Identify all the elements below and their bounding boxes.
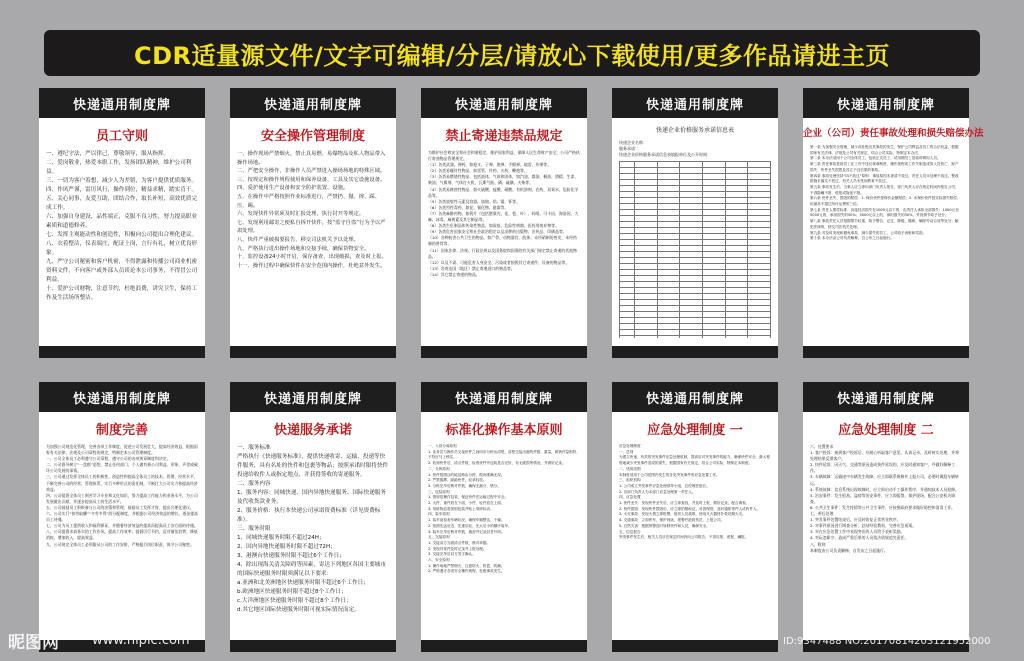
board-paragraph: 四、应急处置 bbox=[619, 495, 641, 500]
board-paragraph: 三、包装原则 bbox=[428, 489, 450, 494]
banner-text: CDR适量源文件/文字可编辑/分层/请放心下载使用/更多作品请进主页 bbox=[133, 41, 891, 70]
board-header: 快递通用制度牌 bbox=[230, 88, 396, 118]
board-paragraph: 十一、操作过程中确保快件在安全范围内操作，杜绝意外发生。 bbox=[237, 262, 386, 269]
board-paragraph: 3. 交接完毕后双方签字确认。 bbox=[428, 552, 476, 557]
board-paragraph: 第十条 本办法由公司负责解释，自公布之日起施行。 bbox=[810, 236, 894, 241]
board-paragraph: 2. 严禁抛掷、踩踏快件，轻拿轻放。 bbox=[428, 478, 487, 483]
board-paragraph: 六、处置要求 bbox=[810, 444, 834, 449]
board-paragraph: 六、公司实行“按劳取酬”“多劳多得”的分配制度，并根据公司经济效益的增长，逐步提高员工待遇。 bbox=[46, 511, 199, 523]
board-paragraph: d.其它地区国际快递服务时限可视实际情况而定。 bbox=[237, 607, 360, 613]
board-paragraph: 2. 快件延误：因天气、交通等原因造成快件延误的，应及时通知客户，并做好解释工作。 bbox=[810, 462, 956, 474]
board-paragraph: 1. 客户投诉：接到客户投诉后，应耐心听取客户意见，认真记录，及时核实处理，并将处理结果反馈客户。 bbox=[810, 450, 959, 462]
board-paragraph: 应急处理制度 bbox=[619, 444, 641, 448]
board-header: 快递通用制度牌 bbox=[421, 88, 587, 118]
board-title: 应急处理制度 一 bbox=[647, 423, 743, 438]
board-title: 标准化操作基本原则 bbox=[445, 423, 563, 438]
board-header: 快递通用制度牌 bbox=[39, 88, 205, 118]
board-paragraph: （3）各类易燃烧性物品，包括液体、气体和固体，如汽油、煤油、桐油、酒精、生漆、柴油、气雾剂、气体打火机、瓦斯气瓶、磷、硫磺、火柴等。 bbox=[428, 174, 579, 186]
board-paragraph: 八、附则 bbox=[810, 541, 826, 547]
board-paragraph: 九、严格执行进出操作场地和交接手续，确保货物安全。 bbox=[237, 245, 370, 252]
board-paragraph: 第四条 事故处理坚持“四不放过”原则：事故原因未查清不放过，责任人员未处理不放过，整改措施未落实不放过，有关人员未受到教育不放过。 bbox=[810, 173, 959, 184]
board-paragraph: 1. 快件丢失：发现快件丢失后，应立即查找，并及时上报，做好记录，配合调查。 bbox=[619, 501, 750, 506]
board-paragraph: 五、交接原则 bbox=[428, 535, 450, 540]
board-paragraph: 十、监控设备24小时开启，保存备查，出现破损，查及时上报。 bbox=[237, 254, 387, 261]
board-body bbox=[803, 444, 969, 642]
board-paragraph: 5. 治安事件：发生抢劫、盗窃等治安事件，应立即报警，保护现场，配合公安机关调查。 bbox=[810, 492, 956, 504]
board-paragraph: 二、爱岗敬业，热爱本职工作，发扬团队精神，维护公司利益。 bbox=[46, 160, 192, 175]
board-paragraph: 2. 按照先远后近、先重后轻、先大后小的顺序装车。 bbox=[428, 523, 512, 528]
board-paragraph: （12）以及不需、可能危害人身安全、污染或者损毁其它寄递件、设备的物品等。 bbox=[428, 259, 570, 265]
board-paragraph: 一、操作现场严禁烟火，禁止具易燃、易爆物品及私人物品带入操作场地。 bbox=[237, 151, 386, 166]
board-paragraph: 三、按规定和操作规程使用和保养设备、工具及其它设施设备。 bbox=[237, 176, 386, 183]
board-title: 禁止寄递违禁品规定 bbox=[445, 129, 563, 144]
board-paragraph: 三、一切为客户着想，减少人为差错，为客户提供优质服务。 bbox=[46, 178, 198, 184]
board-paragraph: （5）各类放射性元素及容器，如铀、钴、镭、钚等。 bbox=[428, 198, 520, 204]
board-paragraph: 四、装车原则 bbox=[428, 512, 450, 517]
board-paragraph: 三、服务时限 bbox=[237, 526, 271, 532]
board-paragraph: 4. 对玩忽职守、造成严重后果的人员依法依规追究责任。 bbox=[810, 535, 909, 541]
board-paragraph: 八、快件严重破损要报告，移交司法机关予以处理。 bbox=[237, 236, 359, 243]
board-paragraph: 3. 车辆故障：运输途中车辆发生故障，应立即联系维修并上报公司，必要时调派车辆转运。 bbox=[810, 474, 959, 486]
board-paragraph: 1. 交接双方当面清点件数，核对单据。 bbox=[428, 540, 491, 545]
board-paragraph: 1. 业务员与操作员交接快件之间同步分拣出清楚，清楚交接出港的件数、重量，做到件量相符，不符应马上核实。 bbox=[428, 449, 580, 460]
board-paragraph: 为建立快速、有效的突发事件应急处理机制，提高应对突发事件的能力，确保快件安全，最大程度地减少突发事件造成的损失，根据国家有关规定，结合公司实际，特制定本制度。 bbox=[619, 455, 770, 466]
board-header: 快递通用制度牌 bbox=[803, 382, 969, 412]
sign-board bbox=[803, 382, 969, 652]
board-paragraph: 四、公司提倡全体员工刻苦学习专业和文化知识，努力提高工作能力和业务水平，为公司发展做出贡献，并逐步提高员工的生活水平。 bbox=[46, 492, 198, 504]
form-line: 服务承诺： bbox=[619, 146, 639, 151]
board-footer-bar bbox=[39, 346, 205, 358]
watermark-url: www.nipic.com bbox=[92, 633, 190, 648]
board-paragraph: 1. 操作场地严禁烟火，注意防火、防盗、防潮。 bbox=[428, 563, 505, 568]
board-paragraph: c.大洋洲地区快递服务时限不超过8个工作日； bbox=[237, 598, 352, 604]
board-paragraph: （10）各种妨害公共卫生的物品，如尸骨、动物器官、肢体、未经硝制的兽皮、未经药制的兽骨等。 bbox=[428, 235, 577, 247]
board-paragraph: b.欧洲地区快递服务时限不超过8个工作日； bbox=[237, 589, 347, 595]
board-title: 企业（公司）责任事故处理和损失赔偿办法 bbox=[803, 128, 984, 139]
board-paragraph: 2. 对事件原因进行调查分析，总结经验教训，完善应急预案。 bbox=[810, 523, 917, 529]
board-paragraph: 四、爱护使用生产设备和安全防护装置、设施。 bbox=[237, 185, 349, 192]
board-title: 快递企业价格服务承诺信息表 bbox=[655, 127, 734, 134]
sign-board bbox=[803, 88, 984, 358]
board-paragraph: 八、衣着整洁，仪表端庄，配证上岗，言行有礼，树立优良形象。 bbox=[46, 241, 198, 256]
board-header: 快递通用制度牌 bbox=[39, 382, 205, 412]
table-cell bbox=[703, 336, 726, 339]
table-cell bbox=[620, 336, 635, 339]
board-paragraph: 第七条 责任人赔偿标准：直接经济损失在1000元以下的，由责任人承担全部损失；1000元至5000元的，承担损失的50%；5000元以上的，承担损失的30%，并视情节给予处分。 bbox=[810, 207, 959, 218]
board-paragraph: 三、组织机构 bbox=[619, 478, 641, 483]
board-paragraph: 五、在操作中严格按照作业标准进行，严禁扔、抛、摔、踩、压、踢。 bbox=[237, 193, 381, 209]
board-paragraph: 一、公司全体员工必须遵守公司章程，遵守公司的各项规章制度和决定。 bbox=[46, 456, 171, 462]
board-footer-bar bbox=[230, 640, 396, 652]
board-paragraph: 3. 装车完毕后核对件数，施封并记录封签号码。 bbox=[428, 529, 505, 534]
board-paragraph: 1. 装车前检查车辆状况，确保车厢整洁、干燥。 bbox=[428, 518, 505, 523]
board-paragraph: 2. 发现异常件及时记录并上报处理。 bbox=[428, 546, 487, 551]
board-paragraph: 第五条 事故发生后，当事人应立即向部门负责人报告，部门负责人应在规定时间内报告公司，不得隐瞒不报、谎报或拖延不报。 bbox=[810, 184, 959, 195]
board-paragraph: 2. 收到快件后，清点件数，检查快件外包装是否完好，有无破损等情况，并做好记录。 bbox=[428, 461, 566, 466]
board-paragraph: 第三条 责任事故是指员工在工作中违反规章制度、操作规程或工作失职造成的人员伤亡、财产损失、快件丢失损毁及其它不良后果的事故。 bbox=[810, 162, 959, 172]
board-paragraph: （1）各类武器、弹药，如枪支、子弹、炮弹、手榴弹、地雷、炸弹等。 bbox=[428, 162, 552, 168]
board-paragraph: 2. 快件损毁：发现快件损毁后，应立即拍照取证，妥善保管，及时通知寄件人或收件人。 bbox=[619, 506, 761, 511]
board-header: 快递通用制度牌 bbox=[612, 382, 778, 412]
board-paragraph: （6）各类烈性毒药，如铊、氰化物、砒霜等。 bbox=[428, 204, 509, 210]
board-paragraph: 2. 各部门负责人为本部门应急处理第一责任人。 bbox=[619, 489, 696, 494]
board-paragraph: 七、善后处理 bbox=[810, 511, 834, 517]
board-paragraph: 2、服务价格：执行本快递公司承诺资费标准（详见资费标准）。 bbox=[237, 508, 381, 523]
table-cell bbox=[657, 336, 680, 339]
board-title: 制度完善 bbox=[95, 423, 148, 438]
board-paragraph: 五、关心同事，友爱互助，团结合作，取长补短，高效优质完成工作。 bbox=[46, 196, 198, 211]
board-paragraph: 一、服务标准 bbox=[237, 445, 271, 451]
top-banner bbox=[44, 30, 980, 76]
board-paragraph: 二、适用范围 bbox=[619, 466, 641, 471]
board-paragraph: 3. 分拣完毕后核对件数，确保无漏分、错分。 bbox=[428, 483, 501, 488]
board-paragraph: 4. 交通事故：立即停车，保护现场，报警并抢救伤员，上报公司。 bbox=[619, 518, 725, 523]
board-title: 安全操作管理制度 bbox=[260, 129, 365, 144]
board-paragraph: 5. 自然灾害：根据预警及时转移快件和人员，确保安全。 bbox=[619, 523, 710, 528]
form-line: 快递企业名称： bbox=[619, 140, 647, 145]
board-header: 快递通用制度牌 bbox=[612, 88, 778, 118]
table-cell bbox=[748, 336, 771, 339]
watermark-logo: 昵图网 bbox=[8, 633, 59, 653]
board-body bbox=[230, 444, 396, 642]
board-body bbox=[612, 140, 778, 338]
sign-board bbox=[39, 382, 205, 652]
board-paragraph: 1. 快件按照目的地及路由分拣，做到准确无误。 bbox=[428, 472, 505, 477]
board-paragraph: 突发事件发生后，相关人员应在规定时间内向公司报告，不得迟报、谎报、瞒报。 bbox=[619, 535, 749, 540]
board-paragraph: 3. 对在应急处置工作中表现突出的人员给予表彰奖励。 bbox=[810, 529, 905, 535]
board-paragraph: 为维护社会和安全和社会和谐稳定，维护国家利益，保障人民生命财产安全，公司严格执行寄递物品管理规定。 bbox=[428, 150, 580, 162]
board-paragraph: 六、加强自身建设，品性端正，克服不良习性，努力提高职业素质和道德修养。 bbox=[46, 214, 198, 229]
board-footer-bar bbox=[612, 346, 778, 358]
board-paragraph: （11）国家法律、法规、行政法规以及国务院和国务院有关部门规定禁止寄递的其他物品。 bbox=[428, 247, 577, 259]
board-paragraph: 二、严把安全操作，非操作人员严禁进入操场场地的特殊区域。 bbox=[237, 168, 386, 175]
board-body bbox=[39, 444, 205, 642]
board-paragraph: 1. 突发事件处置结束后，应及时恢复正常营业秩序。 bbox=[810, 517, 901, 523]
board-body bbox=[803, 145, 969, 343]
board-paragraph: 3. 火灾事故：发现火情立即报警，组织人员疏散，使用灭火器材扑救初期火灾。 bbox=[619, 512, 746, 517]
watermark-id: ID:9347488 NO:20170814203121952000 bbox=[783, 636, 991, 647]
board-footer-bar bbox=[230, 346, 396, 358]
board-title: 员工守则 bbox=[95, 129, 148, 144]
board-paragraph: 3. 易碎物品需加固包装并贴上易碎标识。 bbox=[428, 506, 494, 511]
board-paragraph: 1、服务内容：同城快递、国内异地快递服务、国际快递服务及代收货款业务。 bbox=[237, 490, 386, 505]
board-paragraph: 2. 大件、重件放在下面，小件、轻件放在上面。 bbox=[428, 501, 505, 506]
sign-board bbox=[230, 382, 396, 652]
board-footer-bar bbox=[612, 640, 778, 652]
board-paragraph: 1. 公司成立突发事件应急处理领导小组，总经理任组长。 bbox=[619, 483, 710, 488]
board-paragraph: 2、国内异地快递服务时限不超过72H； bbox=[237, 544, 336, 550]
table-cell bbox=[725, 336, 748, 339]
sign-board bbox=[230, 88, 396, 358]
table-row bbox=[620, 336, 771, 339]
board-body bbox=[421, 150, 587, 348]
board-paragraph: 第八条 事故责任人员根据情节轻重，给予警告、记过、降级、撤职、解除劳动合同等处分；触犯法律的，移交司法机关处理。 bbox=[810, 219, 959, 229]
board-paragraph: 第九条 对及时发现和避免事故、减少损失的员工，公司给予表彰和奖励。 bbox=[810, 230, 927, 235]
sign-board bbox=[421, 88, 587, 358]
board-footer-bar bbox=[803, 346, 969, 358]
board-paragraph: a.亚洲和北美洲地区快递服务时限不超过6个工作日； bbox=[237, 580, 369, 586]
board-footer-bar bbox=[421, 346, 587, 358]
board-paragraph: 为加强公司规范化管理，完善各项工作制度，促进公司发展壮大，提高经济效益，根据国家有关法律、法规及公司章程的规定，特制定本公司管理制度。 bbox=[46, 444, 198, 456]
board-body bbox=[421, 444, 587, 642]
board-paragraph: 三、公司通过发挥全体员工的积极性、创造性和提高全体员工的技术、管理、经营水平，不断完善公司的经营、管理体系，实行多种形式的责任制，不断壮大公司实力和提高经济效益。 bbox=[46, 474, 198, 492]
board-paragraph: （7）各类麻醉药物，如鸦片（包括罂粟壳、花、苞、叶）、吗啡、可卡因、海洛因、大麻、冰毒、麻黄素及其它制品等。 bbox=[428, 210, 579, 223]
board-body bbox=[612, 444, 778, 642]
board-paragraph: 第六条 快件丢失、损毁的赔偿：1. 保价快件按保价金额赔偿；2. 未保价快件按实际损失赔偿，但最高不超过所付运费的三倍。 bbox=[810, 196, 961, 207]
table-cell bbox=[635, 336, 658, 339]
board-paragraph: 六、发现快件异常须及时汇报处理，执行封开等规定。 bbox=[237, 211, 365, 218]
board-paragraph: （9）各类危害国家安全和社会政治稳定以及淫秽的出版物、宣传品、印刷品等。 bbox=[428, 229, 567, 235]
board-paragraph: 4. 系统故障：信息系统出现故障时，应立即启动手工操作程序，并通知技术人员抢修。 bbox=[810, 486, 959, 492]
board-paragraph: 七、公司为员工提供收入和福利保证，并随着经济效益的提高而提高员工各方面的待遇。 bbox=[46, 523, 198, 529]
board-paragraph: 四、作风严谨，雷厉风行，操作到位，精益求精，踏实肯干。 bbox=[46, 187, 198, 193]
sign-board bbox=[39, 88, 205, 358]
board-paragraph: 第二条 本办法适用于公司全体员工，包括正式员工、试用期员工及临时聘用人员。 bbox=[810, 156, 941, 161]
board-header: 快递通用制度牌 bbox=[421, 382, 587, 412]
board-paragraph: 二、公司倡导树立“一盘棋”思想，禁止任何部门、个人做有损公司利益、形象、声誉或破坏公司发展的事情。 bbox=[46, 462, 198, 474]
board-paragraph: （4）各类易腐蚀性物品，如火硫酸、盐酸、硝酸、有机溶剂、农药、双氧水、危险化学品等。 bbox=[428, 186, 579, 198]
board-paragraph: 九、严守公司秘密和客户机密，不得泄露和传播公司商业机密资料文件，不向客户或外部人员谈论本公司事务，不得冒公司利益。 bbox=[46, 259, 198, 283]
board-paragraph: 1、同城快递服务时限不超过24H； bbox=[237, 535, 325, 541]
board-paragraph: 五、公司鼓励员工积极参与公司的决策和管理，鼓励员工发挥才智，提出合理化建议。 bbox=[46, 504, 194, 510]
board-paragraph: 七、发挥主观能动性和创造性，积极向公司提出合理化建议。 bbox=[46, 232, 198, 238]
board-paragraph: 1. 按规范操作包装，保证快件在运输过程中安全。 bbox=[428, 495, 509, 500]
board-paragraph: 六、安全原则 bbox=[428, 558, 450, 563]
sign-board bbox=[421, 382, 587, 652]
board-paragraph: 八、公司提倡求真务实的工作作风，提高工作效率；提倡厉行节约，反对铺张浪费；降低消耗，增加收入，提高效益。 bbox=[46, 529, 198, 541]
board-paragraph: 十、爱护公司财物，注意节约，杜绝浪费，讲究卫生，保持工作及生活场所整洁。 bbox=[46, 286, 198, 301]
board-paragraph: 一、遵纪守法，严以律己，尊敬领导，服从指挥。 bbox=[46, 151, 170, 157]
board-paragraph: 二、服务内容 bbox=[237, 481, 271, 487]
board-body bbox=[39, 150, 205, 348]
board-paragraph: 一、入营分离原则 bbox=[428, 444, 457, 448]
board-paragraph: （14）其它禁止寄递的物品。 bbox=[428, 271, 480, 277]
board-paragraph: 二、分拣原则 bbox=[428, 466, 450, 471]
board-paragraph: 4、除出现海关清关障碍等因素，寄达下列地区各国主要城市的国际快递服务时限须满足以下要求： bbox=[237, 562, 386, 577]
form-line: 快递企业价格服务承诺信息表填报单位及公开时间： bbox=[619, 152, 711, 157]
sign-board bbox=[612, 382, 778, 652]
sign-board bbox=[612, 88, 778, 358]
board-paragraph: （2）各类易爆炸性物品，如雷管、炸药、火药、鞭炮等。 bbox=[428, 168, 528, 174]
board-paragraph: 第一条 为加强安全管理，减少或杜绝各类事故的发生，保护公司利益及员工的合法权益，根据国家有关法律、法规及公司有关规定，结合公司实际，特制定本办法。 bbox=[810, 145, 959, 155]
board-body bbox=[230, 150, 396, 348]
board-paragraph: 五、信息报告 bbox=[619, 529, 641, 534]
board-paragraph: 七、发现利用邮寄之便私自拆开快件，按“监守自盗”行为予以严肃处理。 bbox=[237, 219, 386, 235]
board-paragraph: 一、总则 bbox=[619, 449, 634, 454]
board-paragraph: 本制度适用于公司范围内发生的各类突发事件的应急处置工作。 bbox=[619, 472, 720, 477]
table-cell bbox=[680, 336, 703, 339]
board-paragraph: （8）各类生化制品和传染性物品，如炭疽、危险性病菌、医药用废弃物等。 bbox=[428, 223, 559, 229]
board-paragraph: 严格执行《快递服务标准》，提供快递收寄、运输、投递等快件服务，具有名址的快件和包裹等物品；按照承诺时限将快件投递给收件人或指定地点，并获得签收的寄递服务。 bbox=[237, 454, 389, 478]
price-table bbox=[619, 161, 771, 338]
board-paragraph: 本制度由公司负责解释，自发布之日起施行。 bbox=[810, 547, 888, 553]
board-header: 快递通用制度牌 bbox=[803, 88, 969, 118]
board-paragraph: 6. 公共卫生事件：发生疫情等公共卫生事件，应按照政府要求做好防控和消毒工作。 bbox=[810, 504, 956, 510]
board-footer-bar bbox=[421, 640, 587, 652]
board-title: 快递服务承诺 bbox=[273, 423, 352, 438]
board-paragraph: 3、港澳台快递服务时限不超过6个工作日； bbox=[237, 553, 345, 559]
board-title: 应急处理制度 二 bbox=[838, 423, 934, 438]
board-paragraph: 2. 严格遵守各项安全操作规程，杜绝事故发生。 bbox=[428, 569, 505, 574]
board-paragraph: （13）各寄达国（地区）禁止寄递进口的物品等。 bbox=[428, 265, 515, 271]
board-header: 快递通用制度牌 bbox=[230, 382, 396, 412]
board-paragraph: 九、公司规定全体员工必须服从公司的工作安排，严格履行岗位职责，保守公司秘密。 bbox=[46, 541, 194, 547]
